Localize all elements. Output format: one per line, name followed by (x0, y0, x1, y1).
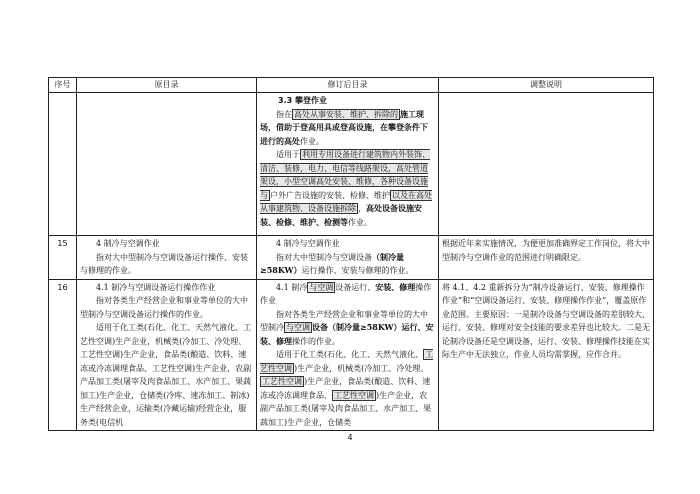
text: 运行操作、安装与修理的作业。 (301, 266, 414, 275)
paragraph (260, 251, 435, 278)
text: 4.1 制冷 (276, 282, 308, 292)
item-title (260, 281, 435, 308)
header-num: 序号 (49, 78, 77, 93)
paragraph: 指对各类生产经营企业和事业等单位的大中型制冷与空调设备运行操作的作业。 (80, 296, 248, 319)
cell-revised (257, 93, 439, 236)
text: 作业。 (300, 136, 324, 146)
cell-revised (257, 279, 439, 431)
cell-original (77, 279, 257, 431)
highlighted-text: 以及在高处从事建筑物、设备设施拆除 (260, 190, 432, 213)
text: 作业。 (348, 217, 372, 227)
bold-text: 施工现场，借助于登高用具或登高设施，在攀登条件下进行的高处 (260, 108, 428, 146)
row-number: 15 (49, 236, 77, 280)
highlighted-text: 与空调 (309, 282, 334, 292)
header-revised-catalog: 修订后目录 (257, 78, 439, 93)
header-adjustment-note: 调整说明 (439, 78, 654, 93)
text: )生产企业，食品类(酿造、饮料、速冻或冷冻调理食品、 (260, 377, 431, 400)
table-row (49, 236, 654, 280)
item-title: 4.1 制冷与空调设备运行操作作业 (96, 282, 216, 292)
text: 操作作业 (260, 282, 432, 305)
cell-orig-empty (77, 93, 257, 236)
cell-note (439, 236, 654, 280)
note-text: 根据近年来实施情况，为便更加准确界定工作岗位，将大中型制冷与空调作业的范围进行明确限定。 (442, 239, 650, 262)
paragraph (260, 148, 435, 229)
highlighted-text: 与空调 (286, 323, 310, 332)
text: 适用于 (276, 150, 300, 159)
note-text: 将 4.1、4.2 重新拆分为“制冷设备运行、安装、修理操作作业”和“空调设备运行、安装、修理操作作业”，覆盖原作业范围。主要原因：一是制冷设备与空调设备的差别较大，运行、安装、修理对安全技能的要求差异也比较大。二是无论制冷设备还是空调设备，运行、安装、修理操作技能在实际生产中无法独立，作业人员均需掌握，应作合并。 (442, 282, 650, 359)
text: )生产企业，农副产品加工类(屠宰及肉食品加工、水产加工、果蔬加工)生产企业，仓储类 (260, 390, 432, 427)
page-number: 4 (347, 433, 353, 442)
text: )生产企业，机械类(冷加工、冷处理、 (294, 363, 429, 373)
highlighted-text: 利用专用设备进行建筑物内外装饰、清洁、装修，电力、电信等线路架设，高处管道架设，小型空调高处安装、维修，各种设备设施与 (260, 150, 430, 200)
cell-note-empty (439, 93, 654, 236)
text: ， (358, 204, 366, 213)
table-row (49, 279, 654, 431)
table-row (49, 93, 654, 236)
header-original-catalog: 原目录 (77, 78, 257, 93)
cell-original (77, 236, 257, 280)
text: 指对大中型制冷与空调设备 (276, 252, 372, 262)
highlighted-text: 工艺性空调 (262, 377, 302, 386)
text: 设备运行、 (335, 282, 376, 292)
text: 适用于化工类(石化、化工、天然气液化、 (276, 350, 424, 359)
paragraph (260, 108, 435, 149)
bold-text: 设备（制冷量≥58KW）运行、安装、修理 (260, 322, 434, 346)
text: 指对各类生产经营企业和事业等单位的大中型制冷 (260, 309, 428, 332)
bold-text: 高处设备设施安装、检修、维护、检测等 (260, 203, 422, 227)
text: 户外广告设施的安装、检修、维护 (270, 190, 390, 200)
bold-text: 安装、修理 (375, 281, 416, 292)
paragraph (260, 348, 435, 429)
highlighted-text: 工艺性空调 (260, 350, 434, 373)
text: 操作的作业。 (292, 336, 340, 346)
cell-revised (257, 236, 439, 280)
paragraph (260, 308, 435, 349)
row-number: 16 (49, 279, 77, 431)
highlighted-text: 工艺性空调 (334, 390, 374, 400)
paragraph: 指对大中型制冷与空调设备运行操作、安装与修理的作业。 (80, 252, 248, 275)
table-header-row (49, 78, 654, 93)
bold-text: （制冷量≥58KW） (260, 251, 404, 275)
paragraph: 适用于化工类(石化、化工、天然气液化、工艺性空调)生产企业，机械类(冷加工、冷处理、工艺性空调)生产企业，食品类(酿造、饮料、速冻或冷冻调理食品、工艺性空调)生产企业，农副产品加工类(屠宰及肉食品加工、水产加工、果蔬加工)生产企业，仓储类(冷库、速冻加工、制冰)生产经营企业，运输类(冷藏运输)经营企业，服务类(电信机 (80, 323, 252, 427)
item-title: 4 制冷与空调作业 (96, 239, 160, 248)
section-title: 3.3 攀登作业 (278, 96, 327, 105)
text: 指在 (276, 109, 292, 119)
revision-table (48, 77, 654, 431)
highlighted-text: 高处从事安装、维护、拆除的 (294, 109, 398, 119)
cell-note (439, 279, 654, 431)
cell-num-empty (49, 93, 77, 236)
item-title: 4 制冷与空调作业 (276, 239, 340, 248)
